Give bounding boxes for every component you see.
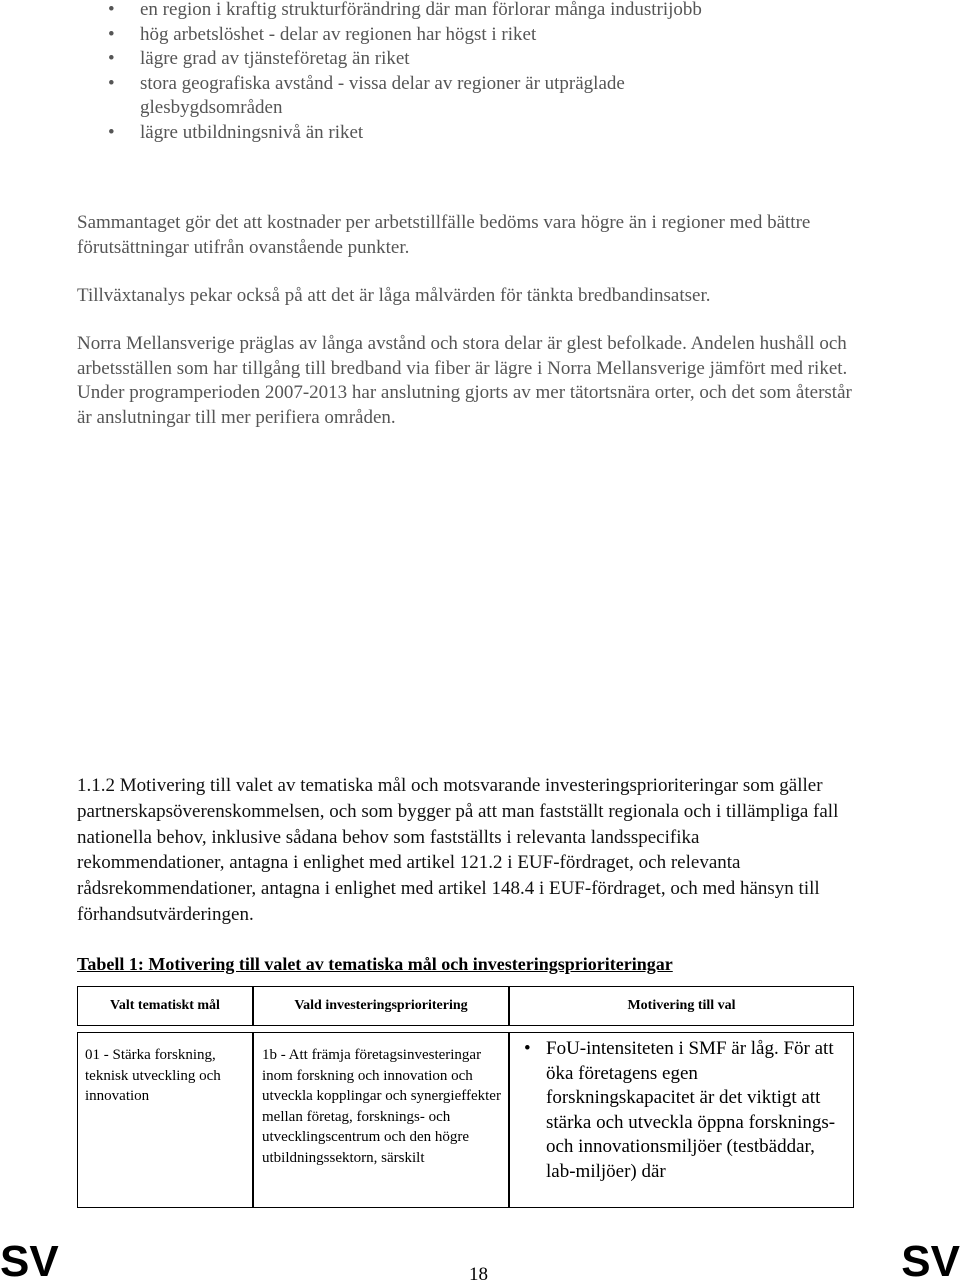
motivation-bullet: [524, 1037, 847, 1184]
header-priority: Vald investeringsprioritering: [253, 986, 509, 1026]
header-motivation: Motivering till val: [509, 986, 854, 1026]
motivation-text: FoU-intensiteten i SMF är låg. För att öka företagens egen forskningskapacitet är det viktigt att stärka och utveckla öppna forsknings- och innovationsmiljöer (testbäddar, lab-miljöer) där: [546, 1038, 836, 1182]
bullet-text: en region i kraftig strukturförändring där man förlorar många industrijobb: [140, 0, 702, 20]
bullet-dot: •: [524, 1038, 531, 1059]
bullet-item: [108, 72, 740, 121]
paragraph-sammantaget: Sammantaget gör det att kostnader per arbetstillfälle bedöms vara högre än i regioner med bättre förutsättningar utifrån ovanstående punkter.: [77, 212, 811, 258]
paragraph-norra-mellansverige: Norra Mellansverige präglas av långa avstånd och stora delar är glest befolkade. Andelen hushåll och arbetsställen som har tillgång till bredband via fiber är lägre i Norra Mellansverige jämfört med riket. Under programperioden 2007-2013 har anslutning gjorts av mer tätortsnära orter, och det som återstår är anslutningar till mer perifiera områden.: [77, 333, 852, 428]
bullet-list: [108, 0, 888, 145]
motivation-table: [77, 986, 854, 1208]
table-title: Tabell 1: Motivering till valet av tematiska mål och investeringsprioriteringar: [77, 954, 673, 974]
paragraph-tillvaxtanalys: Tillväxtanalys pekar också på att det är låga målvärden för tänkta bredbandinsatser.: [77, 285, 711, 306]
cell-goal: 01 - Stärka forskning, teknisk utveckling och innovation: [77, 1032, 253, 1208]
bullet-dot: •: [108, 48, 115, 69]
bullet-text: lägre grad av tjänsteföretag än riket: [140, 48, 410, 69]
bullet-dot: •: [108, 23, 115, 45]
bullet-dot: •: [108, 0, 115, 20]
table-row: [77, 1032, 854, 1208]
bullet-dot: •: [108, 72, 115, 94]
section-motivering-text: 1.1.2 Motivering till valet av tematiska mål och motsvarande investeringsprioriteringar som gäller partnerskapsöverenskommelsen, och som bygger på att man fastställt regionala och i tillämpliga fall nationella behov, inklusive sådana behov som fastställts i relevanta landsspecifika rekommendationer, antagna i enlighet med artikel 121.2 i EUF-fördraget, och relevanta rådsrekommendationer, antagna i enlighet med artikel 148.4 i EUF-fördraget, och med hänsyn till förhandsutvärderingen.: [77, 775, 839, 925]
header-goal: Valt tematiskt mål: [77, 986, 253, 1026]
bullet-text: stora geografiska avstånd - vissa delar av regioner är utpräglade glesbygdsområden: [140, 72, 625, 118]
bullet-item: [108, 0, 888, 23]
bullet-text: hög arbetslöshet - delar av regionen har högst i riket: [140, 23, 537, 45]
cell-motivation: [509, 1032, 854, 1208]
bullet-item: [108, 47, 888, 72]
bullet-dot: •: [108, 121, 115, 143]
cell-priority: 1b - Att främja företagsinvesteringar inom forskning och innovation och utveckla kopplingar och synergieffekter mellan företag, forsknings- och utvecklingscentrum och den högre utbildningssektorn, särskilt: [253, 1032, 509, 1208]
page-number: 18: [469, 1264, 488, 1285]
bullet-item: [108, 23, 888, 48]
bullet-text: lägre utbildningsnivå än riket: [140, 121, 364, 143]
sv-logo-left: SV: [0, 1237, 59, 1286]
bullet-item: [108, 121, 888, 146]
sv-logo-right: SV: [901, 1237, 960, 1286]
table-header-row: [77, 986, 854, 1026]
